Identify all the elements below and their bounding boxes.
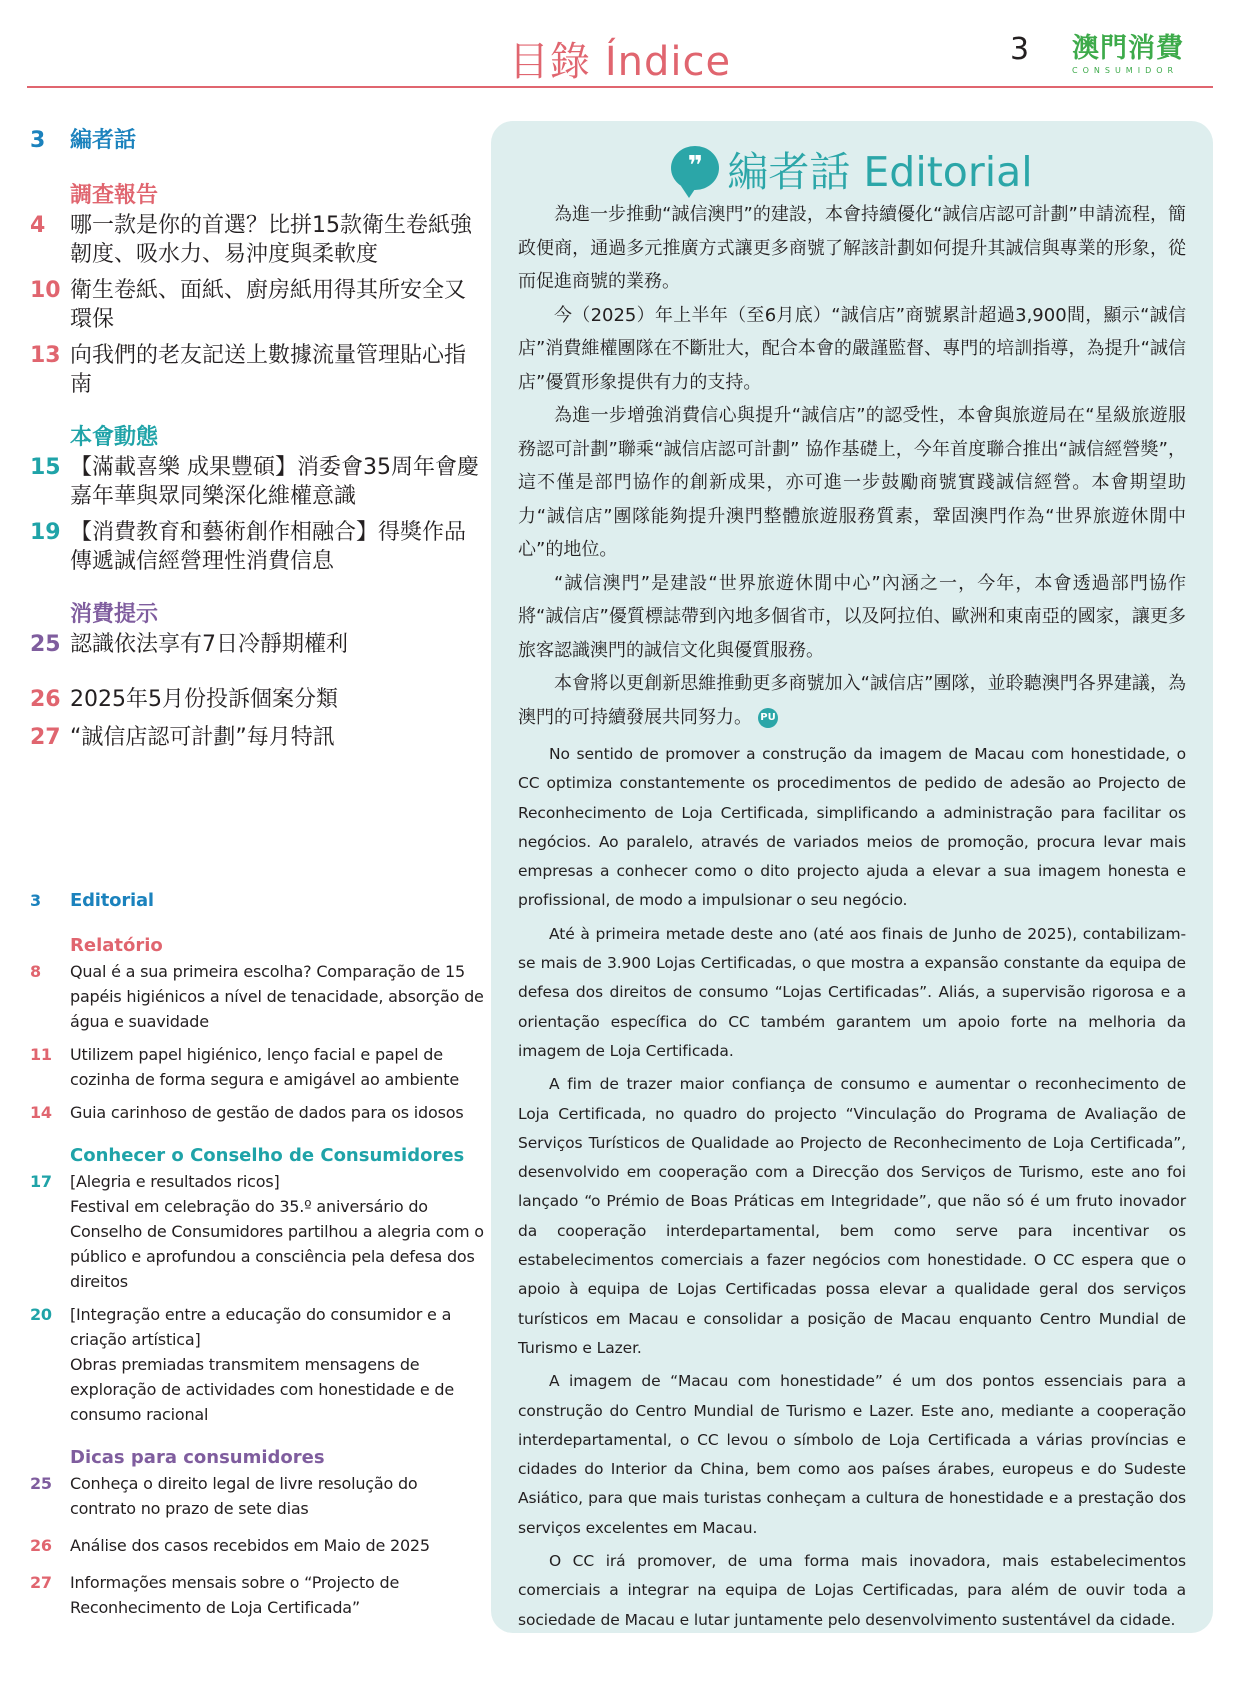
editorial-paragraph-pt: O CC irá promover, de uma forma mais inovadora, mais estabelecimentos comerciais a integrar na equipa de Lojas Certificadas, para além de ouvir toda a sociedade de Macau e lutar juntamente pelo desenvolvimento sustentável da cidade. [518,1552,1186,1629]
toc-entry[interactable] [30,1169,485,1294]
toc-label: “誠信店認可計劃”每月特訊 [70,725,335,750]
editorial-title [491,139,1213,198]
toc-portuguese [30,888,485,1620]
toc-label: 向我們的老友記送上數據流量管理貼心指南 [70,343,467,397]
toc-label: 2025年5月份投訴個案分類 [70,687,338,712]
toc-entry[interactable] [30,1100,485,1125]
toc-label: 編者話 [70,128,137,153]
editorial-paragraph-zh: 為進一步增強消費信心與提升“誠信店”的認受性，本會與旅遊局在“星級旅遊服務認可計劃”聯乘“誠信店認可計劃” 協作基礎上，今年首度聯合推出“誠信經營獎”，這不僅是部門協作的創新成果，亦可進一步鼓勵商號實踐誠信經營。本會期望助力“誠信店”團隊能夠提升澳門整體旅遊服務質素，鞏固澳門作為“世界旅遊休閒中心”的地位。 [518,405,1186,560]
editorial-paragraph-pt: No sentido de promover a construção da imagem de Macau com honestidade, o CC optimiza constantemente os procedimentos de pedido de adesão ao Projecto de Reconhecimento de Loja Certificada, simplificando a administração para facilitar os negócios. Ao paralelo, através de variados meios de promoção, procura levar mais empresas a conhecer como o dito projecto ajuda a elevar a sua imagem honesta e profissional, de modo a impulsionar o seu negócio. [518,745,1186,910]
toc-entry-editorial[interactable] [30,888,485,913]
toc-page-number: 26 [30,1536,52,1555]
toc-entry-editorial[interactable] [30,126,485,155]
magazine-logo [1072,34,1190,76]
toc-label-line2: Festival em celebração do 35.º aniversário do Conselho de Consumidores partilhou a alegria com o público e aprofundou a consciência pela defesa dos direitos [70,1197,484,1291]
toc-page-number: 3 [30,891,41,910]
author-signature-badge: PU [758,708,778,728]
toc-entry[interactable] [30,1042,485,1092]
toc-label: Utilizem papel higiénico, lenço facial e papel de cozinha de forma segura e amigável ao ambiente [70,1045,459,1089]
editorial-panel [491,121,1213,1633]
section-heading-news: Conhecer o Conselho de Consumidores [70,1145,465,1166]
section-heading-tips: 消費提示 [70,602,159,627]
toc-entry[interactable] [30,341,485,399]
title-zh: 目錄 [508,39,591,85]
toc-entry[interactable] [30,276,485,334]
toc-entry[interactable] [30,1471,485,1521]
toc-label-line1: [Alegria e resultados ricos] [70,1172,280,1191]
toc-label: Editorial [70,890,154,911]
page-title [0,30,1240,87]
toc-entry[interactable] [30,1533,485,1558]
toc-page-number: 15 [30,455,61,480]
toc-entry[interactable] [30,685,485,714]
section-heading-survey: Relatório [70,935,163,956]
toc-label: 認識依法享有7日冷靜期權利 [70,632,348,657]
toc-entry[interactable] [30,1302,485,1427]
header-divider [27,86,1213,88]
toc-entry[interactable] [30,723,485,752]
speech-bubble-icon: ❞ [671,146,719,190]
page-number: 3 [1010,32,1030,67]
editorial-title-zh: 編者話 [727,148,851,196]
editorial-paragraph-pt: A fim de trazer maior confiança de consumo e aumentar o reconhecimento de Loja Certificada, no quadro do projecto “Vinculação do Programa de Avaliação de Serviços Turísticos de Qualidade ao Projecto de Reconhecimento de Loja Certificada”, desenvolvido em cooperação com a Direcção dos Serviços de Turismo, este ano foi lançado “o Prémio de Boas Práticas em Integridade”, que não só é um fruto inovador da cooperação interdepartamental, bem como serve para incentivar os estabelecimentos comerciais a fazer negócios com honestidade. O CC espera que o apoio à equipa de Lojas Certificadas possa elevar a qualidade geral dos serviços turísticos em Macau e consolidar a posição de Macau enquanto Centro Mundial de Turismo e Lazer. [518,1075,1186,1357]
section-heading-news: 本會動態 [70,425,159,450]
toc-entry[interactable] [30,518,485,576]
toc-label: 【滿載喜樂 成果豐碩】消委會35周年會慶嘉年華與眾同樂深化維權意識 [70,455,479,509]
toc-page-number: 8 [30,962,41,981]
toc-label-line2: Obras premiadas transmitem mensagens de exploração de actividades com honestidade e de consumo racional [70,1355,454,1424]
toc-label: Análise dos casos recebidos em Maio de 2025 [70,1536,430,1555]
section-heading-tips: Dicas para consumidores [70,1447,325,1468]
toc-label: Conheça o direito legal de livre resolução do contrato no prazo de sete dias [70,1474,418,1518]
toc-entry[interactable] [30,959,485,1034]
toc-page-number: 13 [30,343,61,368]
toc-page-number: 25 [30,632,61,657]
logo-zh: 澳門消費 [1072,33,1184,64]
toc-page-number: 11 [30,1045,52,1064]
editorial-paragraph-zh: 為進一步推動“誠信澳門”的建設，本會持續優化“誠信店認可計劃”申請流程，簡政便商，通過多元推廣方式讓更多商號了解該計劃如何提升其誠信與專業的形象，從而促進商號的業務。 [518,204,1186,292]
toc-label [70,1302,485,1427]
toc-label: 衛生卷紙、面紙、廚房紙用得其所安全又環保 [70,278,467,332]
toc-page-number: 10 [30,278,61,303]
toc-entry[interactable] [30,1570,485,1620]
toc-label: 哪一款是你的首選？比拼15款衛生卷紙強韌度、吸水力、易沖度與柔軟度 [70,213,472,267]
editorial-paragraph-zh: 今（2025）年上半年（至6月底）“誠信店”商號累計超過3,900間，顯示“誠信店”消費維權團隊在不斷壯大，配合本會的嚴謹監督、專門的培訓指導，為提升“誠信店”優質形象提供有力的支持。 [518,304,1186,393]
editorial-paragraph-text: 本會將以更創新思維推動更多商號加入“誠信店”團隊，並聆聽澳門各界建議，為澳門的可持續發展共同努力。 [518,673,1186,728]
toc-page-number: 4 [30,213,46,238]
toc-entry[interactable] [30,453,485,511]
editorial-body [518,198,1186,1635]
toc-entry[interactable] [30,630,485,659]
toc-page-number: 27 [30,1573,52,1592]
toc-page-number: 20 [30,1305,52,1324]
logo-en: CONSUMIDOR [1072,66,1179,75]
toc-page-number: 26 [30,687,61,712]
editorial-paragraph-pt: Até à primeira metade deste ano (até aos finais de Junho de 2025), contabilizam-se mais de 3.900 Lojas Certificadas, o que mostra a expansão constante da equipa de defesa dos direitos de consumo “Lojas Certificadas”. Aliás, a supervisão rigorosa e a orientação específica do CC também garantem um apoio forte na melhoria da imagem de Loja Certificada. [518,924,1186,1060]
toc-page-number: 19 [30,520,61,545]
editorial-paragraph-zh: “誠信澳門”是建設“世界旅遊休閒中心”內涵之一，今年，本會透過部門協作將“誠信店”優質標誌帶到內地多個省市，以及阿拉伯、歐洲和東南亞的國家，讓更多旅客認識澳門的誠信文化與優質服務。 [518,572,1186,661]
title-pt: Índice [604,39,732,85]
toc-page-number: 25 [30,1474,52,1493]
toc-page-number: 14 [30,1103,52,1122]
toc-label: 【消費教育和藝術創作相融合】得獎作品傳遞誠信經營理性消費信息 [70,520,467,574]
toc-page-number: 3 [30,128,46,153]
toc-label [70,1169,485,1294]
toc-page-number: 17 [30,1172,52,1191]
toc-label: Guia carinhoso de gestão de dados para os idosos [70,1103,464,1122]
editorial-paragraph-zh-last [518,667,1186,734]
editorial-paragraph-pt: A imagem de “Macau com honestidade” é um dos pontos essenciais para a construção do Centro Mundial de Turismo e Lazer. Este ano, mediante a cooperação interdepartamental, o CC levou o símbolo de Loja Certificada a várias províncias e cidades do Interior da China, bem como aos países árabes, europeus e do Sudeste Asiático, para que mais turistas conheçam a cultura de honestidade e a prestação dos serviços excelentes em Macau. [518,1372,1186,1537]
toc-label: Informações mensais sobre o “Projecto de Reconhecimento de Loja Certificada” [70,1573,400,1617]
section-heading-survey: 調查報告 [70,183,159,208]
toc-page-number: 27 [30,725,61,750]
toc-entry[interactable] [30,211,485,269]
toc-label-line1: [Integração entre a educação do consumidor e a criação artística] [70,1305,452,1349]
toc-chinese [30,126,485,752]
editorial-title-en: Editorial [863,148,1033,196]
toc-label: Qual é a sua primeira escolha? Comparação de 15 papéis higiénicos a nível de tenacidade, absorção de água e suavidade [70,962,484,1031]
